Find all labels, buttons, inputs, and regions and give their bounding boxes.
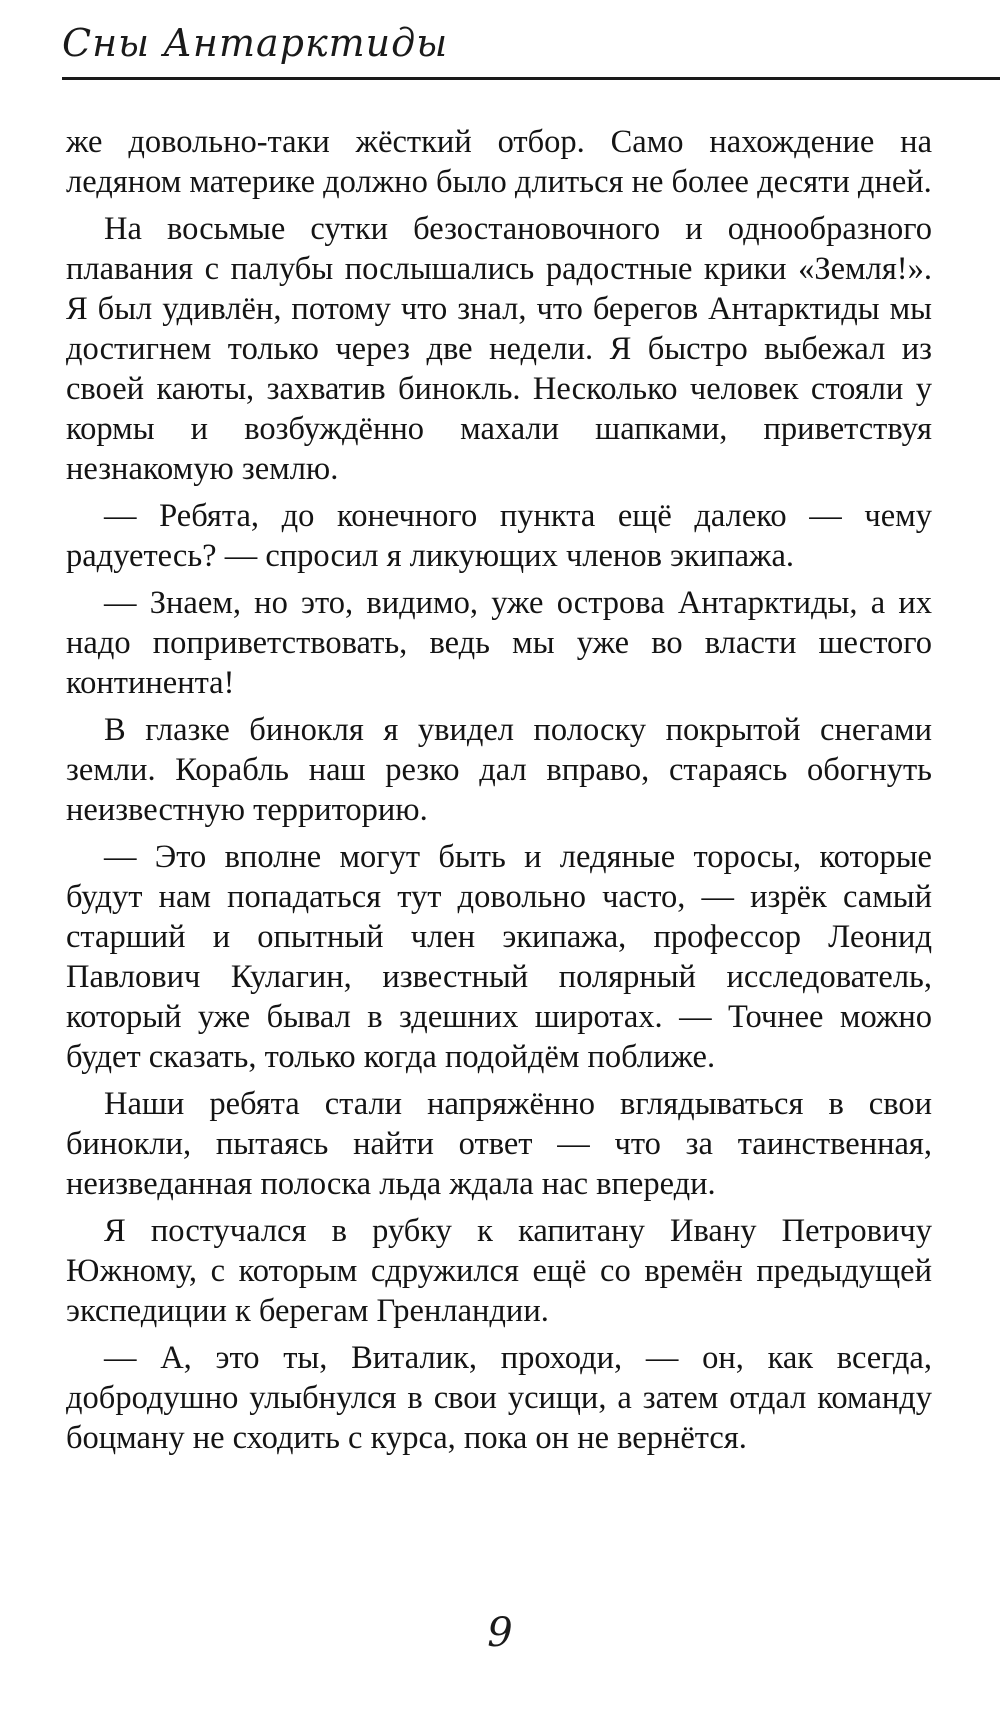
dialogue-paragraph: — Ребята, до конечного пункта ещё далеко — чему радуетесь? — спросил я ликующих членов экипажа. (66, 498, 932, 574)
paragraph: Наши ребята стали напряжённо вглядываться в свои бинокли, пытаясь найти ответ — что за таинственная, неизведанная полоска льда ждала нас впереди. (66, 1086, 932, 1202)
main-text (66, 122, 932, 1465)
paragraph: На восьмые сутки безостановочного и однообразного плавания с палубы послышались радостные крики «Земля!». Я был удивлён, потому что знал, что берегов Антарктиды мы достигнем только через две недели. Я быстро выбежал из своей каюты, захватив бинокль. Несколько человек стояли у кормы и возбуждённо махали шапками, приветствуя незнакомую землю. (66, 211, 932, 487)
dialogue-paragraph: — Это вполне могут быть и ледяные торосы, которые будут нам попадаться тут довольно часто, — изрёк самый старший и опытный член экипажа, профессор Леонид Павлович Кулагин, известный полярный исследователь, который уже бывал в здешних широтах. — Точнее можно будет сказать, только когда подойдём поближе. (66, 839, 932, 1075)
page-number: 9 (487, 1610, 513, 1656)
running-title: Сны Антарктиды (62, 21, 449, 65)
paragraph: В глазке бинокля я увидел полоску покрытой снегами земли. Корабль наш резко дал вправо, стараясь обогнуть неизвестную территорию. (66, 712, 932, 828)
paragraph: Я постучался в рубку к капитану Ивану Петровичу Южному, с которым сдружился ещё со времён предыдущей экспедиции к берегам Гренландии. (66, 1213, 932, 1329)
header-rule (62, 77, 1000, 80)
paragraph-continuation: же довольно-таки жёсткий отбор. Само нахождение на ледяном материке должно было длиться не более десяти дней. (66, 124, 932, 200)
dialogue-paragraph: — А, это ты, Виталик, проходи, — он, как всегда, добродушно улыбнулся в свои усищи, а затем отдал команду боцману не сходить с курса, пока он не вернётся. (66, 1340, 932, 1456)
dialogue-paragraph: — Знаем, но это, видимо, уже острова Антарктиды, а их надо поприветствовать, ведь мы уже во власти шестого континента! (66, 585, 932, 701)
